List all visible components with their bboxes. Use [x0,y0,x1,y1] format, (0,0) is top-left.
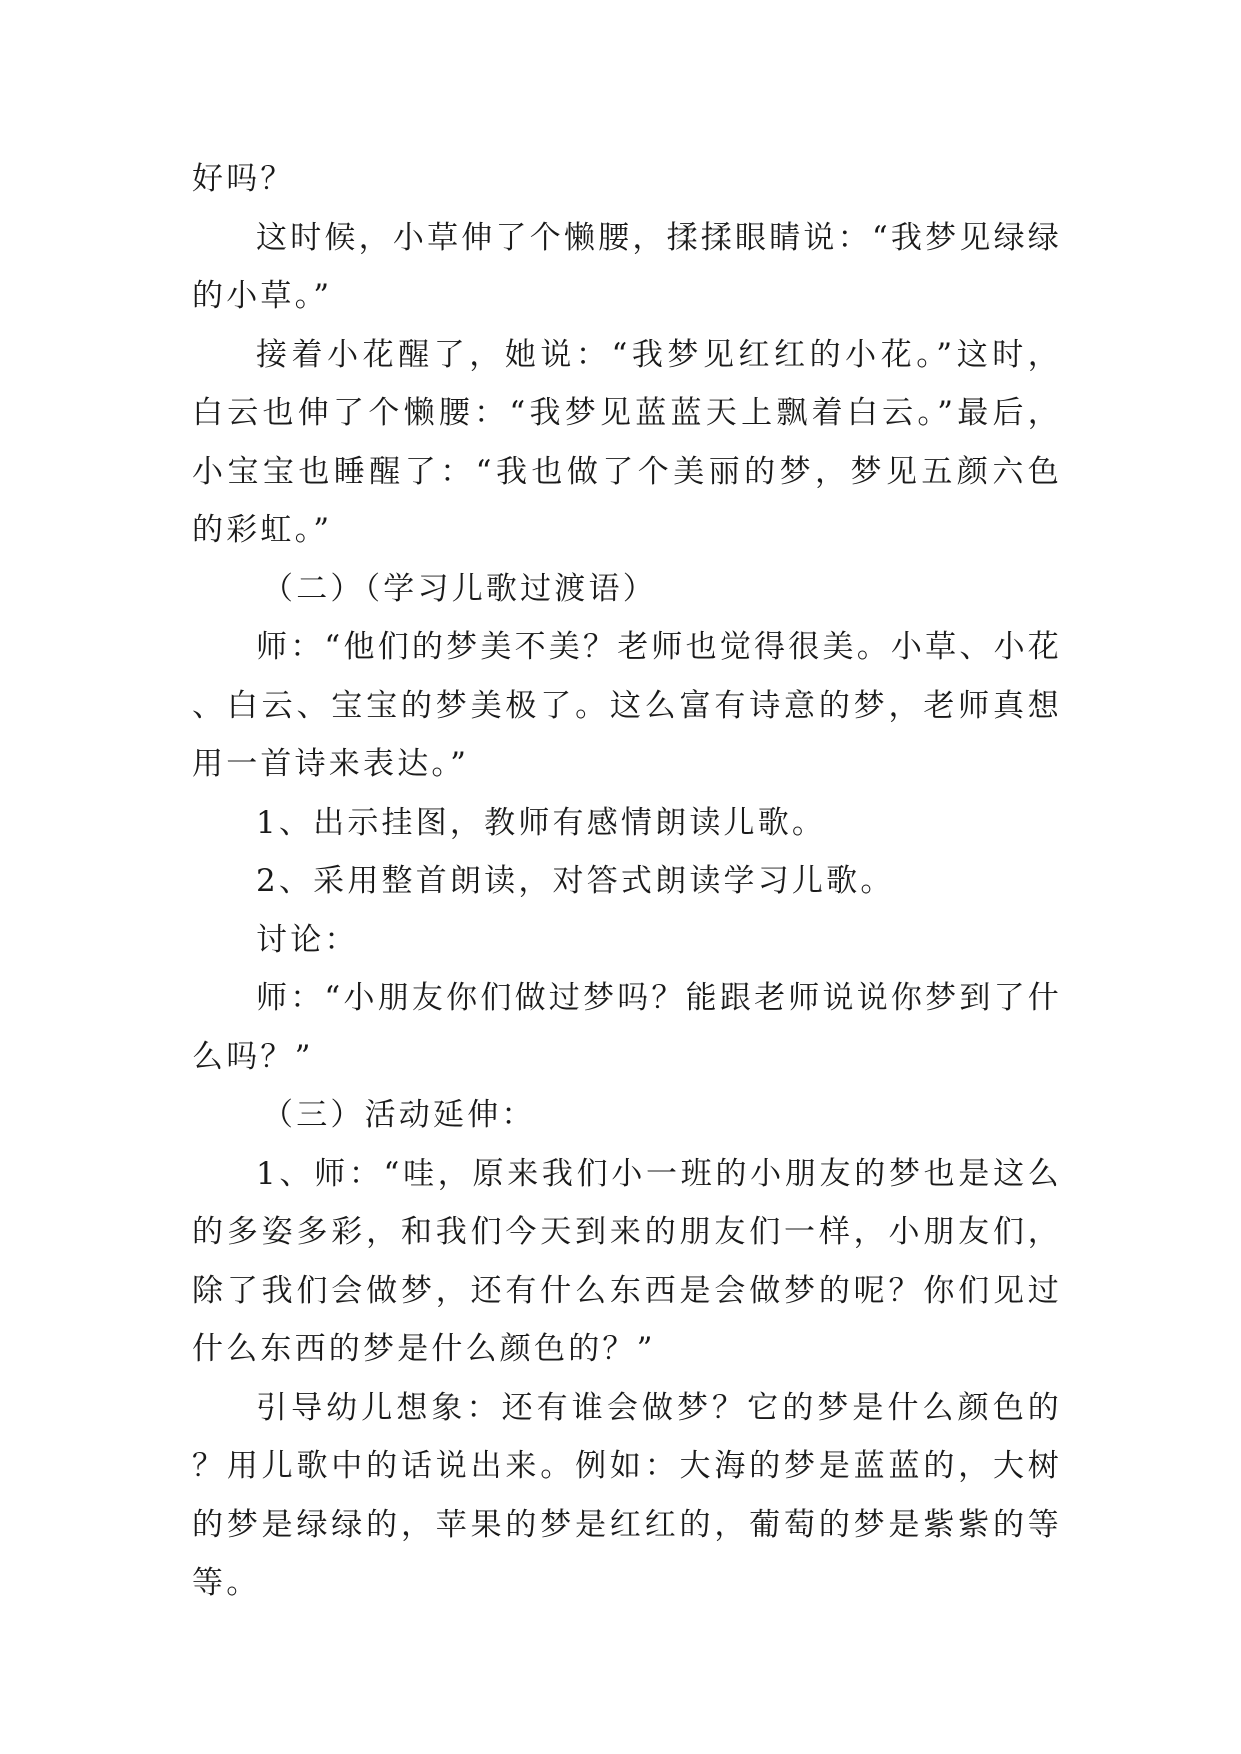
paragraph-teacher-transition: 师：“他们的梦美不美？老师也觉得很美。小草、小花、白云、宝宝的梦美极了。这么富有诗意的梦，老师真想用一首诗来表达。” [192,629,1062,782]
paragraph-continuation: 好吗？ [192,161,295,197]
paragraph-flower-cloud-baby-dream: 接着小花醒了，她说：“我梦见红红的小花。”这时，白云也伸了个懒腰：“我梦见蓝蓝天上飘着白云。”最后，小宝宝也睡醒了：“我也做了个美丽的梦，梦见五颜六色的彩虹。” [192,336,1062,548]
paragraph-extension-1: 1、师：“哇，原来我们小一班的小朋友的梦也是这么的多姿多彩，和我们今天到来的朋友们一样，小朋友们，除了我们会做梦，还有什么东西是会做梦的呢？你们见过什么东西的梦是什么颜色的？” [192,1155,1062,1367]
paragraph-grass-dream: 这时候，小草伸了个懒腰，揉揉眼睛说：“我梦见绿绿的小草。” [192,219,1062,314]
paragraph-imagination-guide: 引导幼儿想象：还有谁会做梦？它的梦是什么颜色的？用儿歌中的话说出来。例如：大海的梦是蓝蓝的，大树的梦是绿绿的，苹果的梦是红红的，葡萄的梦是紫紫的等等。 [192,1389,1062,1601]
list-item-1: 1、出示挂图，教师有感情朗读儿歌。 [256,804,827,841]
section-heading-3: （三）活动延伸： [262,1097,536,1133]
document-body [192,150,1062,1613]
discussion-label: 讨论： [256,921,359,958]
list-item-2: 2、采用整首朗读，对答式朗读学习儿歌。 [256,863,895,899]
paragraph-teacher-question: 师：“小朋友你们做过梦吗？能跟老师说说你梦到了什么吗？” [192,980,1062,1075]
section-heading-2: （二）（学习儿歌过渡语） [262,570,657,607]
